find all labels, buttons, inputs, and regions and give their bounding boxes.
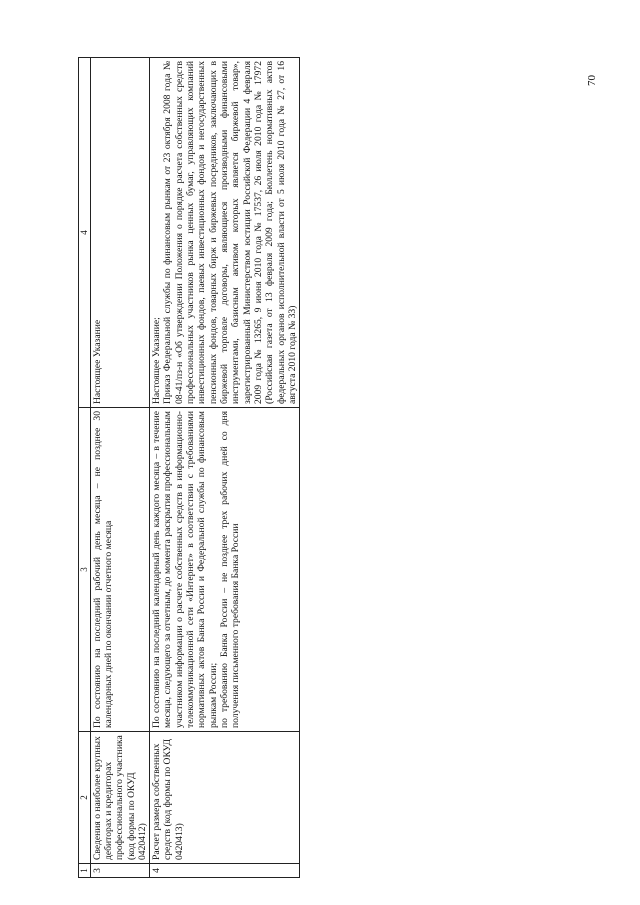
form-name-cell: Расчет размера собственных средств (код формы по ОКУД 0420413) [150,732,300,864]
deadline-paragraph: по требованию Банка России – не позднее трех рабочих дней со дня получения письменного требования Банка России [219,411,242,728]
header-cell-2: 2 [79,732,91,864]
basis-cell: Настоящее Указание [90,58,150,408]
page-number: 70 [586,75,598,86]
header-cell-4: 4 [79,58,91,408]
table-row [90,58,150,878]
header-cell-1: 1 [79,864,91,878]
reporting-forms-table [78,57,300,878]
table-header-row [79,58,91,878]
row-number: 3 [90,864,150,878]
deadline-cell [150,408,300,732]
rotated-page-content [78,58,418,878]
deadline-cell: По состоянию на последний рабочий день месяца – не позднее 30 календарных дней по окончании отчетного месяца [90,408,150,732]
form-name-cell: Сведения о наиболее крупных дебиторах и кредиторах профессионального участника (код формы по ОКУД 0420412) [90,732,150,864]
header-cell-3: 3 [79,408,91,732]
basis-cell [150,58,300,408]
table-row [150,58,300,878]
basis-paragraph: Настоящее Указание; [151,317,163,404]
basis-paragraph: Приказ Федеральной службы по финансовым рынкам от 23 октября 2008 года № 08-41/пз-н «Об утверждении Положения о порядке расчета собственных средств профессиональных участников рынка ценных бумаг, управляющих компаний инвестиционных фондов, паевых инвестиционных фондов и негосударственных пенсионных фондов, товарных бирж и биржевых посредников, заключающих в биржевой торговле договоры, являющиеся производными финансовыми инструментами, базисным активом которых является биржевой товар», зарегистрированный Министерством юстиции Российской Федерации 4 февраля 2009 года № 13265, 9 июня 2010 года № 17537, 26 июля 2010 года № 17972 (Российская газета от 13 февраля 2009 года; Бюллетень нормативных актов федеральных органов исполнительной власти от 5 июля 2010 года № 27, от 16 августа 2010 года № 33) [162,61,298,404]
deadline-paragraph: По состоянию на последний календарный день каждого месяца – в течение месяца, следующего за отчетным, до момента раскрытия профессиональным участником информации о расчете собственных средств в информационно-телекоммуникационной сети «Интернет» в соответствии с требованиями нормативных актов Банка России и Федеральной службы по финансовым рынкам России; [151,411,219,728]
row-number: 4 [150,864,300,878]
